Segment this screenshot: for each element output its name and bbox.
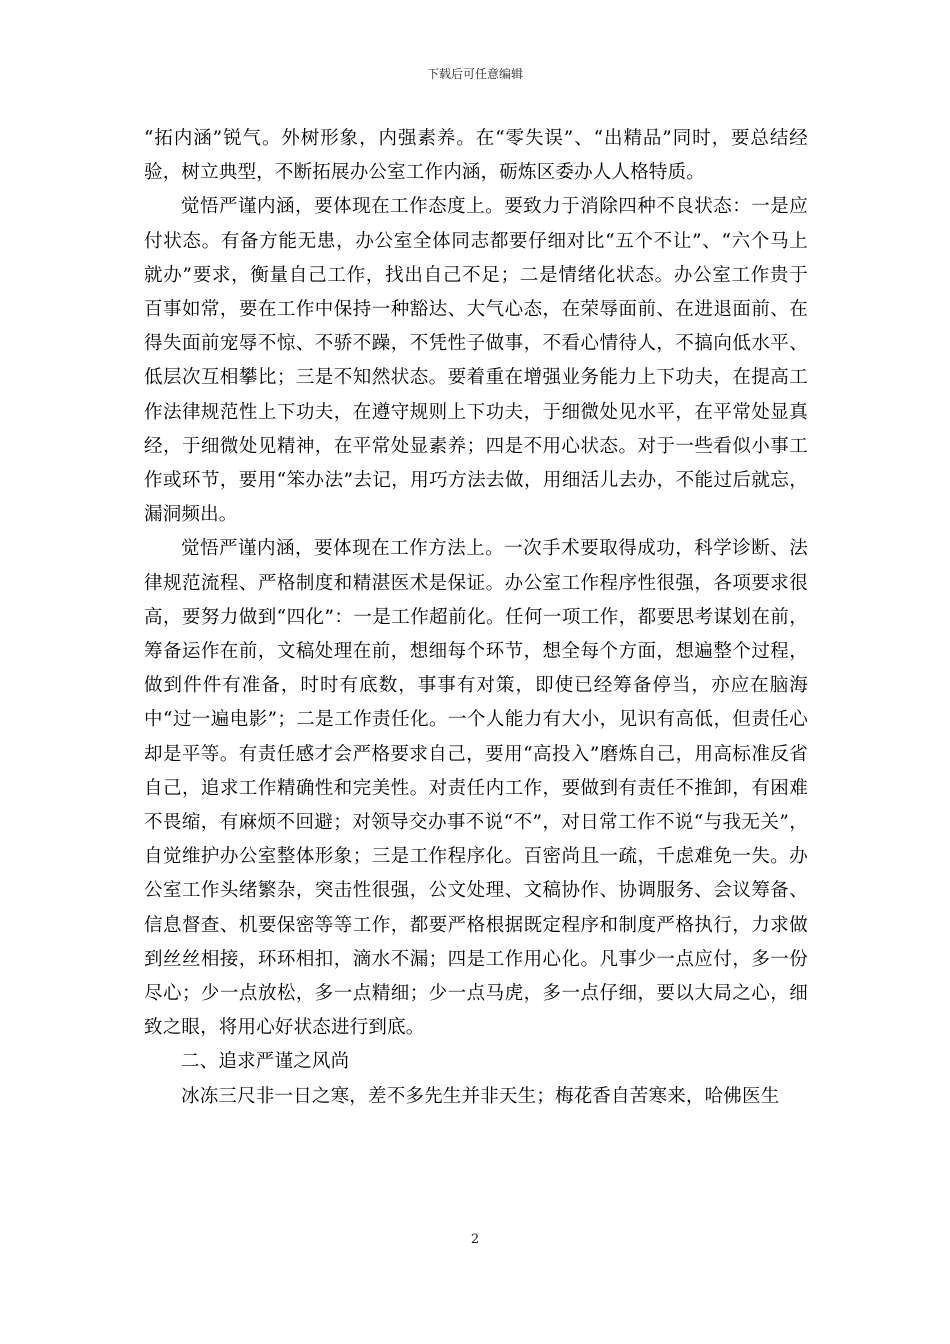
paragraph-work-method: 觉悟严谨内涵，要体现在工作方法上。一次手术要取得成功，科学诊断、法律规范流程、严格制度和精湛医术是保证。办公室工作程序性很强，各项要求很高，要努力做到“四化”：一是工作超前化。任何一项工作，都要思考谋划在前，筹备运作在前，文稿处理在前，想细每个环节，想全每个方面，想遍整个过程，做到件件有准备，时时有底数，事事有对策，即使已经筹备停当，亦应在脑海中“过一遍电影”；二是工作责任化。一个人能力有大小，见识有高低，但责任心却是平等。有责任感才会严格要求自己，要用“高投入”磨炼自己，用高标准反省自己，追求工作精确性和完美性。对责任内工作，要做到有责任不推卸，有困难不畏缩，有麻烦不回避；对领导交办事不说“不”，对日常工作不说“与我无关”，自觉维护办公室整体形象；三是工作程序化。百密尚且一疏，千虑难免一失。办公室工作头绪繁杂，突击性很强，公文处理、文稿协作、协调服务、会议筹备、信息督查、机要保密等等工作，都要严格根据既定程序和制度严格执行，力求做到丝丝相接，环环相扣，滴水不漏；四是工作用心化。凡事少一点应付，多一份尽心；少一点放松，多一点精细；少一点马虎，多一点仔细，要以大局之心，细致之眼，将用心好状态进行到底。 xyxy=(144,538,808,1039)
section-heading: 二、追求严谨之风尚 xyxy=(181,1051,350,1073)
page-header: 下载后可任意编辑 xyxy=(426,67,523,81)
paragraph-work-attitude: 觉悟严谨内涵，要体现在工作态度上。要致力于消除四种不良状态：一是应付状态。有备方能无患，办公室全体同志都要仔细对比“五个不让”、“六个马上就办”要求，衡量自己工作，找出自己不足；二是情绪化状态。办公室工作贵于百事如常，要在工作中保持一种豁达、大气心态，在荣辱面前、在进退面前、在得失面前宠辱不惊、不骄不躁，不凭性子做事，不看心情待人，不搞向低水平、低层次互相攀比；三是不知然状态。要着重在增强业务能力上下功夫，在提高工作法律规范性上下功夫，在遵守规则上下功夫，于细微处见水平，在平常处显真经，于细微处见精神，在平常处显素养；四是不用心状态。对于一些看似小事工作或环节，要用“笨办法”去记，用巧方法去做，用细活儿去办，不能过后就忘，漏洞频出。 xyxy=(144,196,808,526)
page-number: 2 xyxy=(470,1232,480,1247)
paragraph-section-intro: 冰冻三尺非一日之寒，差不多先生并非天生；梅花香自苦寒来，哈佛医生 xyxy=(181,1085,780,1107)
paragraph-continuation: “拓内涵”锐气。外树形象，内强素养。在“零失误”、“出精品”同时，要总结经验，树立典型，不断拓展办公室工作内涵，砺炼区委办人人格特质。 xyxy=(144,128,808,184)
document-body xyxy=(144,122,808,1114)
